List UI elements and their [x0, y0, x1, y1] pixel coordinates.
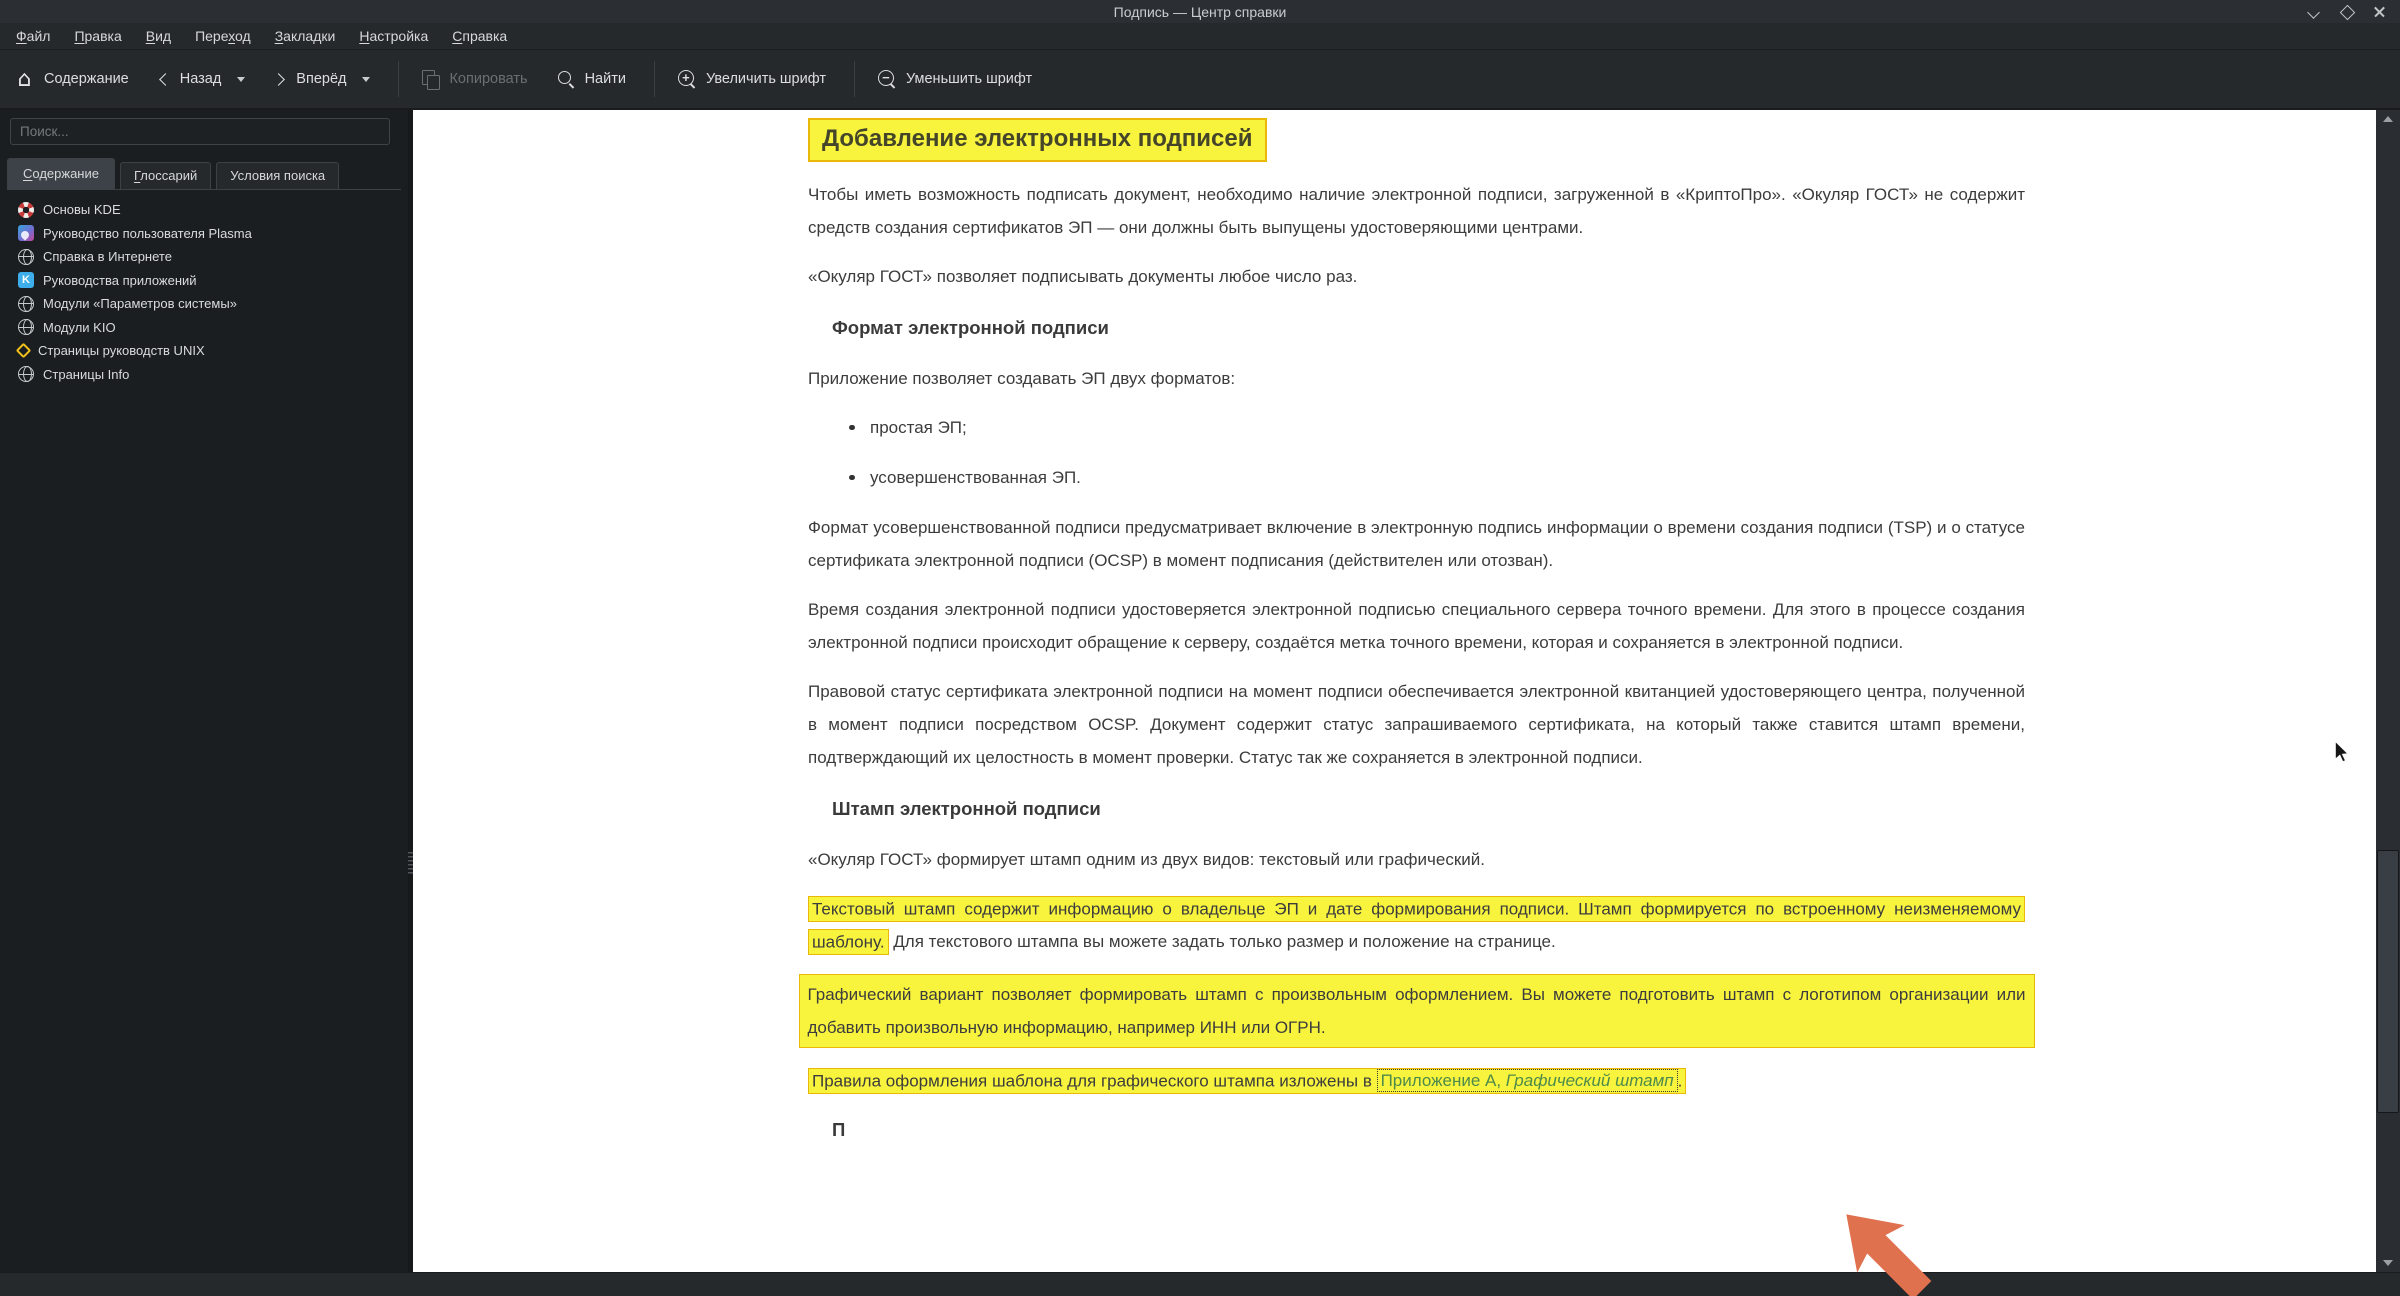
annotation-arrow-icon	[1838, 1206, 1938, 1296]
scroll-up-icon[interactable]	[2383, 116, 2393, 122]
toolbar-separator	[854, 61, 855, 97]
paragraph: «Окуляр ГОСТ» формирует штамп одним из двух видов: текстовый или графический.	[808, 850, 1485, 869]
toolbar-button[interactable]: Назад	[157, 71, 246, 87]
home-icon	[14, 69, 35, 90]
find-icon	[556, 69, 576, 89]
window-controls	[2306, 0, 2388, 23]
clipped-next-heading: П	[832, 1119, 846, 1140]
search-highlight: Правила оформления шаблона для графического штампа изложены в Приложение А, Графический штамп .	[808, 1068, 1686, 1094]
toolbar-separator	[398, 61, 399, 97]
menu-item[interactable]: Вид	[134, 23, 183, 49]
maximize-button[interactable]	[2339, 4, 2355, 20]
forward-icon	[273, 71, 287, 87]
paragraph	[808, 1064, 2025, 1097]
globe-icon	[18, 249, 34, 265]
toolbar	[0, 50, 2400, 110]
menu-item[interactable]: Переход	[183, 23, 263, 49]
highlighted-paragraph: Графический вариант позволяет формировать штамп с произвольным оформлением. Вы можете подготовить штамп с логотипом организации или добавить произвольную информацию, например ИНН или ОГРН.	[799, 974, 2035, 1048]
search-input[interactable]	[10, 118, 390, 145]
toolbar-button[interactable]: Копировать	[421, 70, 527, 89]
globe-icon	[18, 319, 34, 335]
toolbar-button[interactable]: + Увеличить шрифт	[677, 69, 826, 89]
list-item: усовершенствованная ЭП.	[870, 461, 2025, 494]
zoomin-icon	[677, 69, 697, 89]
menu-item[interactable]: Файл	[4, 23, 62, 49]
tree-item[interactable]: Основы KDE	[5, 198, 403, 222]
tree-item[interactable]: Модули KIO	[5, 316, 403, 340]
window-title: Подпись — Центр справки	[1113, 3, 1287, 20]
sidebar-tab[interactable]: Глоссарий	[120, 162, 211, 189]
search-highlight: Текстовый штамп содержит информацию о владельце ЭП и дате формирования подписи. Штамп формируется по встроенному неизменяемому шаблону.	[808, 896, 2025, 955]
bullet-list	[870, 411, 2025, 494]
section-heading-format: Формат электронной подписи	[832, 317, 1109, 338]
dropdown-arrow-icon[interactable]	[362, 77, 370, 82]
tree-item[interactable]: Страницы руководств UNIX	[5, 339, 403, 363]
contents-tree	[5, 191, 403, 1266]
zoomout-icon	[877, 69, 897, 89]
paragraph: Чтобы иметь возможность подписать документ, необходимо наличие электронной подписи, загруженной в «КриптоПро». «Окуляр ГОСТ» не содержит средств создания сертификатов ЭП — они должны быть выпущены удостоверяющими центрами.	[808, 185, 2025, 237]
sidebar-tab[interactable]: Содержание	[7, 158, 115, 189]
scroll-down-icon[interactable]	[2383, 1260, 2393, 1266]
menu-item[interactable]: Закладки	[263, 23, 348, 49]
lifebuoy-icon	[16, 199, 37, 220]
close-button[interactable]	[2372, 4, 2388, 20]
main-area	[0, 110, 2400, 1272]
menu-item[interactable]: Настройка	[347, 23, 440, 49]
toolbar-separator	[654, 61, 655, 97]
sidebar-tabs	[7, 156, 401, 190]
kapp-icon	[18, 272, 34, 288]
menu-item[interactable]: Справка	[440, 23, 519, 49]
page-title	[808, 118, 2025, 162]
back-icon	[157, 71, 171, 87]
appendix-link[interactable]: Приложение А, Графический штамп	[1377, 1069, 1678, 1092]
highlighted-title: Добавление электронных подписей	[808, 118, 1267, 162]
paragraph: Время создания электронной подписи удостоверяется электронной подписью специального сервера точного времени. Для этого в процессе создания электронной подписи происходит обращение к серверу, создаётся метка точного времени, которая и сохраняется в электронной подписи.	[808, 600, 2025, 652]
list-item: простая ЭП;	[870, 411, 2025, 444]
titlebar	[0, 0, 2400, 23]
toolbar-button[interactable]: Найти	[556, 69, 626, 89]
mouse-cursor-icon	[2334, 740, 2349, 763]
bottom-bar	[0, 1272, 2400, 1296]
vertical-scrollbar[interactable]	[2376, 110, 2400, 1272]
paragraph: «Окуляр ГОСТ» позволяет подписывать документы любое число раз.	[808, 267, 1358, 286]
sidebar	[0, 110, 408, 1272]
globe-icon	[18, 296, 34, 312]
menu-item[interactable]: Правка	[62, 23, 133, 49]
unix-icon	[16, 343, 32, 359]
plasma-icon	[18, 225, 34, 241]
toolbar-button[interactable]: ⌂ Содержание	[14, 69, 129, 90]
tree-item[interactable]: Справка в Интернете	[5, 245, 403, 269]
tree-item[interactable]: K Руководства приложений	[5, 269, 403, 293]
dropdown-arrow-icon[interactable]	[237, 77, 245, 82]
document-view	[413, 110, 2376, 1272]
paragraph: Приложение позволяет создавать ЭП двух форматов:	[808, 369, 1236, 388]
tree-item[interactable]: Страницы Info	[5, 363, 403, 387]
minimize-button[interactable]	[2306, 4, 2322, 20]
section-heading-stamp: Штамп электронной подписи	[832, 798, 1101, 819]
tree-item[interactable]: Модули «Параметров системы»	[5, 292, 403, 316]
toolbar-button[interactable]: Вперёд	[273, 71, 370, 87]
sidebar-tab[interactable]: Условия поиска	[216, 162, 339, 189]
menubar	[0, 23, 2400, 50]
globe-icon	[18, 366, 34, 382]
toolbar-button[interactable]: − Уменьшить шрифт	[877, 69, 1032, 89]
scrollbar-thumb[interactable]	[2377, 850, 2399, 1113]
paragraph: Формат усовершенствованной подписи предусматривает включение в электронную подпись информации о времени создания подписи (TSP) и о статусе сертификата электронной подписи (OCSP) в момент подписания (действителен или отозван).	[808, 518, 2025, 570]
paragraph: Текстовый штамп содержит информацию о владельце ЭП и дате формирования подписи. Штамп формируется по встроенному неизменяемому шаблону. Для текстового штампа вы можете задать только размер и положение на странице.	[808, 892, 2025, 958]
tree-item[interactable]: Руководство пользователя Plasma	[5, 222, 403, 246]
paragraph: Правовой статус сертификата электронной подписи на момент подписи обеспечивается электронной квитанцией удостоверяющего центра, полученной в момент подписи посредством OCSP. Документ содержит статус запрашиваемого сертификата, на который также ставится штамп времени, подтверждающий их целостность в момент проверки. Статус так же сохраняется в электронной подписи.	[808, 682, 2025, 767]
copy-icon	[421, 70, 440, 89]
